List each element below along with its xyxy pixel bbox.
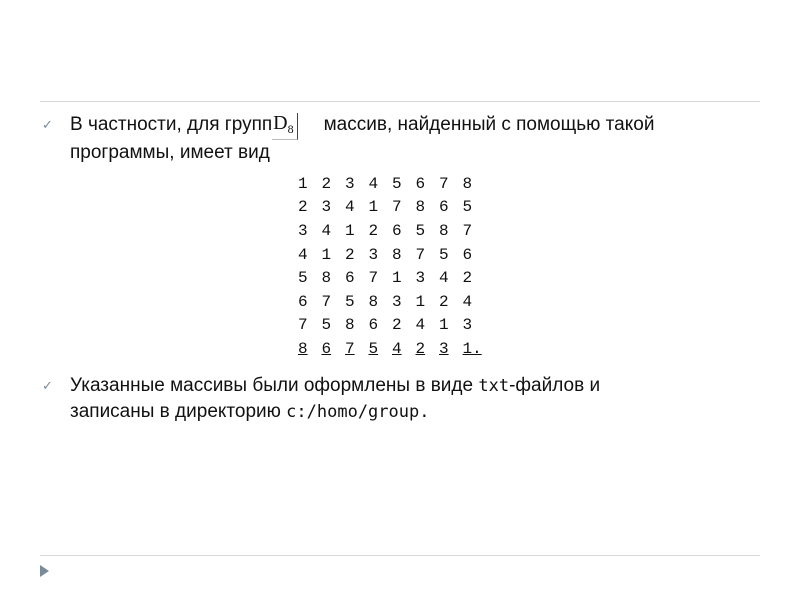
paragraph-group-array bbox=[70, 112, 760, 166]
cayley-table-matrix bbox=[298, 172, 486, 361]
para1-line2: программы, имеет вид bbox=[70, 142, 270, 163]
matrix-cell: 7 bbox=[368, 269, 379, 288]
matrix-cell: 1 bbox=[415, 292, 426, 311]
matrix-cell: 1. bbox=[462, 339, 482, 358]
matrix-cell: 3 bbox=[439, 339, 449, 358]
matrix-row bbox=[298, 266, 486, 290]
matrix-cell: 1 bbox=[298, 174, 308, 193]
matrix-cell: 8 bbox=[392, 245, 402, 264]
matrix-cell: 5 bbox=[321, 316, 332, 335]
matrix-cell: 6 bbox=[392, 221, 402, 240]
matrix-cell: 6 bbox=[439, 198, 449, 217]
matrix-cell: 4 bbox=[321, 221, 332, 240]
matrix-cell: 7 bbox=[462, 221, 473, 240]
matrix-row bbox=[298, 337, 486, 361]
para1-text-before: В частности, для групп bbox=[70, 114, 273, 135]
directory-path: c:/homo/group. bbox=[286, 402, 430, 422]
para2-txt: txt bbox=[478, 376, 510, 396]
matrix-cell: 2 bbox=[392, 316, 402, 335]
matrix-cell: 8 bbox=[298, 339, 308, 358]
matrix-cell: 4 bbox=[462, 292, 473, 311]
matrix-cell: 1 bbox=[392, 269, 402, 288]
matrix-row bbox=[298, 314, 486, 338]
para2-part1: Указанные массивы были оформлены в виде bbox=[70, 375, 479, 396]
matrix-cell: 4 bbox=[368, 174, 379, 193]
bullet-arrow-icon: ✓ bbox=[42, 117, 53, 132]
matrix-cell: 5 bbox=[439, 245, 449, 264]
matrix-cell: 8 bbox=[415, 198, 426, 217]
bullet-arrow-icon: ✓ bbox=[42, 378, 53, 393]
matrix-cell: 4 bbox=[439, 269, 449, 288]
top-divider bbox=[40, 101, 760, 102]
para2-part2: -файлов и bbox=[509, 375, 601, 396]
matrix-cell: 1 bbox=[345, 221, 355, 240]
matrix-cell: 5 bbox=[298, 269, 308, 288]
group-symbol-subscript: 8 bbox=[287, 122, 294, 136]
para2-line2-part1: записаны в директорию bbox=[70, 401, 287, 422]
matrix-cell: 2 bbox=[415, 339, 426, 358]
matrix-cell: 2 bbox=[298, 198, 308, 217]
matrix-cell: 3 bbox=[462, 316, 473, 335]
bottom-divider bbox=[40, 555, 760, 556]
group-symbol-d8 bbox=[272, 113, 297, 140]
matrix-cell: 4 bbox=[392, 339, 402, 358]
matrix-cell: 5 bbox=[462, 198, 473, 217]
matrix-cell: 3 bbox=[321, 198, 332, 217]
matrix-cell: 2 bbox=[345, 245, 355, 264]
matrix-cell: 4 bbox=[298, 245, 308, 264]
matrix-cell: 8 bbox=[321, 269, 332, 288]
matrix-cell: 3 bbox=[368, 245, 379, 264]
matrix-cell: 7 bbox=[298, 316, 308, 335]
matrix-cell: 7 bbox=[392, 198, 402, 217]
matrix-row bbox=[298, 172, 486, 196]
matrix-cell: 7 bbox=[345, 339, 355, 358]
matrix-cell: 6 bbox=[321, 339, 332, 358]
matrix-cell: 1 bbox=[439, 316, 449, 335]
matrix-cell: 4 bbox=[415, 316, 426, 335]
matrix-cell: 3 bbox=[392, 292, 402, 311]
matrix-row bbox=[298, 243, 486, 267]
matrix-cell: 6 bbox=[368, 316, 379, 335]
matrix-cell: 8 bbox=[368, 292, 379, 311]
matrix-cell: 3 bbox=[298, 221, 308, 240]
matrix-cell: 2 bbox=[462, 269, 473, 288]
matrix-cell: 5 bbox=[415, 221, 426, 240]
matrix-row bbox=[298, 290, 486, 314]
play-arrow-icon[interactable] bbox=[40, 565, 49, 577]
paragraph-files bbox=[70, 373, 760, 425]
group-symbol-letter: D bbox=[273, 112, 288, 134]
matrix-cell: 7 bbox=[321, 292, 332, 311]
matrix-cell: 1 bbox=[368, 198, 379, 217]
matrix-cell: 8 bbox=[462, 174, 473, 193]
matrix-cell: 8 bbox=[345, 316, 355, 335]
matrix-cell: 8 bbox=[439, 221, 449, 240]
para1-text-after: массив, найденный с помощью такой bbox=[323, 114, 655, 135]
matrix-cell: 4 bbox=[345, 198, 355, 217]
matrix-row bbox=[298, 219, 486, 243]
matrix-cell: 5 bbox=[392, 174, 402, 193]
matrix-cell: 1 bbox=[321, 245, 332, 264]
matrix-cell: 6 bbox=[298, 292, 308, 311]
matrix-cell: 6 bbox=[415, 174, 426, 193]
matrix-cell: 7 bbox=[415, 245, 426, 264]
matrix-cell: 3 bbox=[415, 269, 426, 288]
matrix-cell: 7 bbox=[439, 174, 449, 193]
matrix-cell: 2 bbox=[321, 174, 332, 193]
matrix-cell: 5 bbox=[345, 292, 355, 311]
matrix-cell: 6 bbox=[345, 269, 355, 288]
matrix-cell: 3 bbox=[345, 174, 355, 193]
matrix-row bbox=[298, 196, 486, 220]
matrix-cell: 2 bbox=[439, 292, 449, 311]
matrix-cell: 6 bbox=[462, 245, 473, 264]
matrix-cell: 2 bbox=[368, 221, 379, 240]
matrix-cell: 5 bbox=[368, 339, 379, 358]
